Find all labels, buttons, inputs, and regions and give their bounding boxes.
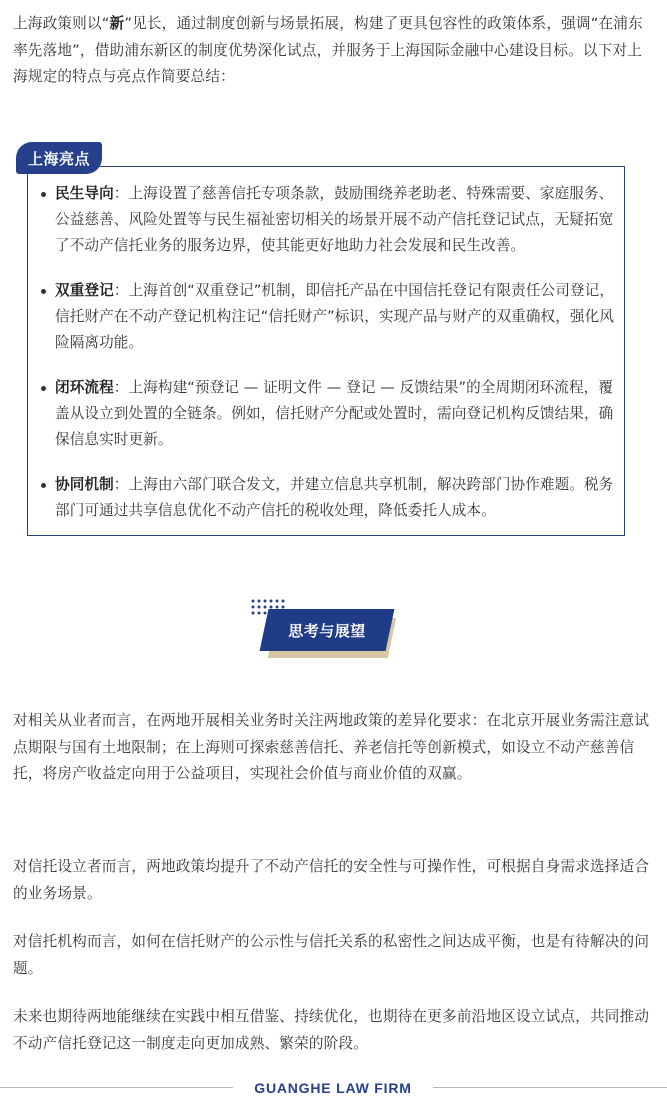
highlights-tab: 上海亮点 [16,142,102,174]
highlight-item-dual-registration: 双重登记：上海首创“双重登记”机制，即信托产品在中国信托登记有限责任公司登记，信托财产在不动产登记机构注记“信托财产”标识，实现产品与财产的双重确权，强化风险隔离功能。 [55,278,623,356]
outlook-paragraph-future: 未来也期待两地能继续在实践中相互借鉴、持续优化，也期待在更多前沿地区设立试点，共同推动不动产信托登记这一制度走向更加成熟、繁荣的阶段。 [13,1008,650,1052]
footer-brand: GUANGHE LAW FIRM [233,1078,433,1098]
section-heading: 思考与展望 [288,621,366,640]
intro-paragraph: 上海政策则以“新”见长，通过制度创新与场景拓展，构建了更具包容性的政策体系，强调“在浦东率先落地”，借助浦东新区的制度优势深化试点，并服务于上海国际金融中心建设目标。以下对上海规定的特点与亮点作简要总结： [13,15,643,85]
highlight-item-coordination: 协同机制：上海由六部门联合发文，并建立信息共享机制，解决跨部门协作难题。税务部门可通过共享信息优化不动产信托的税收处理，降低委托人成本。 [55,472,623,524]
highlight-item-closed-loop: 闭环流程：上海构建“预登记 — 证明文件 — 登记 — 反馈结果”的全周期闭环流程，覆盖从设立到处置的全链条。例如，信托财产分配或处置时，需向登记机构反馈结果，确保信息实时更新。 [55,375,623,453]
highlight-item-livelihood: 民生导向：上海设置了慈善信托专项条款，鼓励围绕养老助老、特殊需要、家庭服务、公益慈善、风险处置等与民生福祉密切相关的场景开展不动产信托登记试点，无疑拓宽了不动产信托业务的服务边界，使其能更好地助力社会发展和民生改善。 [55,181,623,259]
outlook-paragraph-institutions: 对信托机构而言，如何在信托财产的公示性与信托关系的私密性之间达成平衡，也是有待解决的问题。 [13,933,650,977]
outlook-paragraph-practitioners: 对相关从业者而言，在两地开展相关业务时关注两地政策的差异化要求：在北京开展业务需注意试点期限与国有土地限制；在上海则可探索慈善信托、养老信托等创新模式，如设立不动产慈善信托，将房产收益定向用于公益项目，实现社会价值与商业价值的双赢。 [13,712,650,782]
outlook-paragraph-settlors: 对信托设立者而言，两地政策均提升了不动产信托的安全性与可操作性，可根据自身需求选择适合的业务场景。 [13,858,650,902]
intro-emphasis: 新 [109,15,125,32]
